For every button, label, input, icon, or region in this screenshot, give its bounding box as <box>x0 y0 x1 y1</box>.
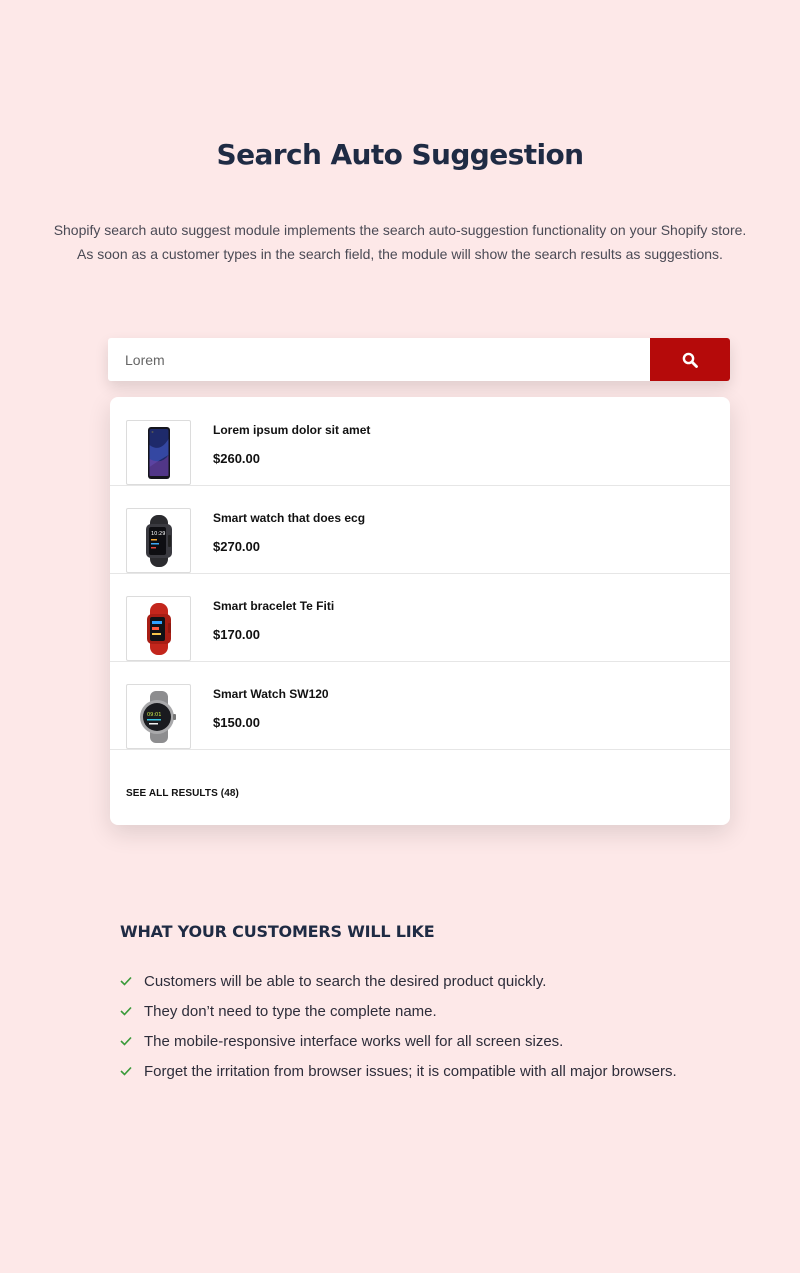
features-heading: WHAT YOUR CUSTOMERS WILL LIKE <box>120 922 435 941</box>
product-thumbnail[interactable] <box>126 684 191 749</box>
feature-text: Forget the irritation from browser issues; it is compatible with all major browsers. <box>144 1062 677 1080</box>
search-button[interactable] <box>650 338 730 381</box>
page-title: Search Auto Suggestion <box>216 138 584 171</box>
suggestion-item[interactable] <box>110 397 730 486</box>
fitness-band-red-image <box>136 601 182 657</box>
product-price: $270.00 <box>213 539 260 554</box>
search-bar <box>108 338 730 381</box>
search-input[interactable] <box>108 338 650 381</box>
feature-text: Customers will be able to search the desired product quickly. <box>144 972 547 990</box>
product-name[interactable]: Smart watch that does ecg <box>213 511 366 525</box>
svg-text:09:01: 09:01 <box>146 711 161 718</box>
check-icon <box>120 1006 144 1016</box>
search-suggestions-dropdown <box>110 397 730 825</box>
feature-text: They don’t need to type the complete name. <box>144 1002 437 1020</box>
feature-text: The mobile-responsive interface works well for all screen sizes. <box>144 1032 564 1050</box>
feature-item <box>120 1026 677 1056</box>
product-price: $150.00 <box>213 715 260 730</box>
check-icon <box>120 976 144 986</box>
product-name[interactable]: Lorem ipsum dolor sit amet <box>213 423 371 437</box>
see-all-results-link[interactable]: SEE ALL RESULTS (48) <box>126 788 239 799</box>
search-icon <box>682 352 698 368</box>
suggestion-item[interactable] <box>110 661 730 750</box>
description-line-2: As soon as a customer types in the search field, the module will show the search results as suggestions. <box>77 246 723 262</box>
svg-text:10:29: 10:29 <box>150 530 165 537</box>
product-thumbnail[interactable] <box>126 420 191 485</box>
check-icon <box>120 1036 144 1046</box>
check-icon <box>120 1066 144 1076</box>
product-name[interactable]: Smart Watch SW120 <box>213 687 329 701</box>
round-smartwatch-image <box>133 689 185 745</box>
smartphone-image <box>136 425 182 481</box>
suggestion-item[interactable] <box>110 573 730 662</box>
feature-item <box>120 966 677 996</box>
product-thumbnail[interactable] <box>126 596 191 661</box>
product-thumbnail[interactable] <box>126 508 191 573</box>
description-line-1: Shopify search auto suggest module implements the search auto-suggestion functionality on your Shopify store. <box>53 222 747 238</box>
fitness-band-black-image <box>136 513 182 569</box>
feature-item <box>120 1056 677 1086</box>
product-name[interactable]: Smart bracelet Te Fiti <box>213 599 335 613</box>
product-price: $170.00 <box>213 627 260 642</box>
page-description <box>20 218 780 266</box>
suggestion-item[interactable] <box>110 485 730 574</box>
product-price: $260.00 <box>213 451 260 466</box>
feature-item <box>120 996 677 1026</box>
features-list <box>120 966 677 1086</box>
